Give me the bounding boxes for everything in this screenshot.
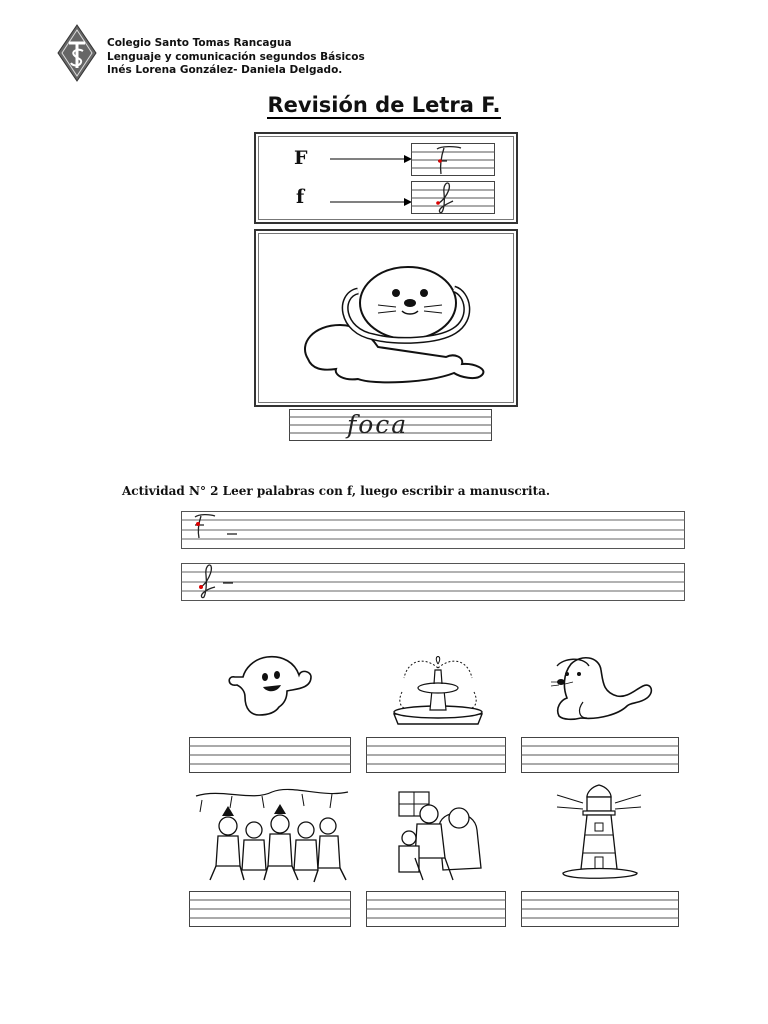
school-name: Colegio Santo Tomas Rancagua xyxy=(107,37,292,49)
activity-heading: Actividad N° 2 Leer palabras con f, luego escribir a manuscrita. xyxy=(122,484,551,498)
writing-row-upper xyxy=(181,511,685,549)
seal-illustration xyxy=(278,251,498,391)
cursive-upper-f xyxy=(411,143,495,176)
ruled-lines xyxy=(189,891,351,927)
ruled-lines xyxy=(521,737,679,773)
arrow-icon xyxy=(330,154,412,164)
ghost-picture xyxy=(225,653,315,719)
ruled-lines xyxy=(181,563,685,601)
ruled-lines xyxy=(366,891,506,927)
fountain-picture xyxy=(388,652,488,726)
seal-picture-box xyxy=(254,229,518,407)
arrow-icon xyxy=(330,197,412,207)
word-foca: foca xyxy=(347,410,409,439)
ruled-lines xyxy=(181,511,685,549)
cursive-lower-f xyxy=(411,181,495,214)
header-block xyxy=(107,37,365,78)
letter-upper: F xyxy=(294,147,308,169)
ruled-lines xyxy=(189,737,351,773)
lighthouse-picture xyxy=(553,783,645,883)
authors: Inés Lorena González- Daniela Delgado. xyxy=(107,64,343,76)
letter-lower: f xyxy=(296,186,305,208)
family-picture xyxy=(389,788,485,882)
course-name: Lenguaje y comunicación segundos Básicos xyxy=(107,50,365,63)
party-picture xyxy=(192,786,352,884)
page-title: Revisión de Letra F. xyxy=(267,93,501,117)
writing-row-lower xyxy=(181,563,685,601)
school-logo xyxy=(57,24,97,82)
letter-box xyxy=(254,132,518,224)
page-title-wrap xyxy=(0,93,768,117)
word-box xyxy=(289,409,492,441)
ruled-lines xyxy=(521,891,679,927)
ruled-lines xyxy=(366,737,506,773)
seal-picture xyxy=(543,652,655,724)
